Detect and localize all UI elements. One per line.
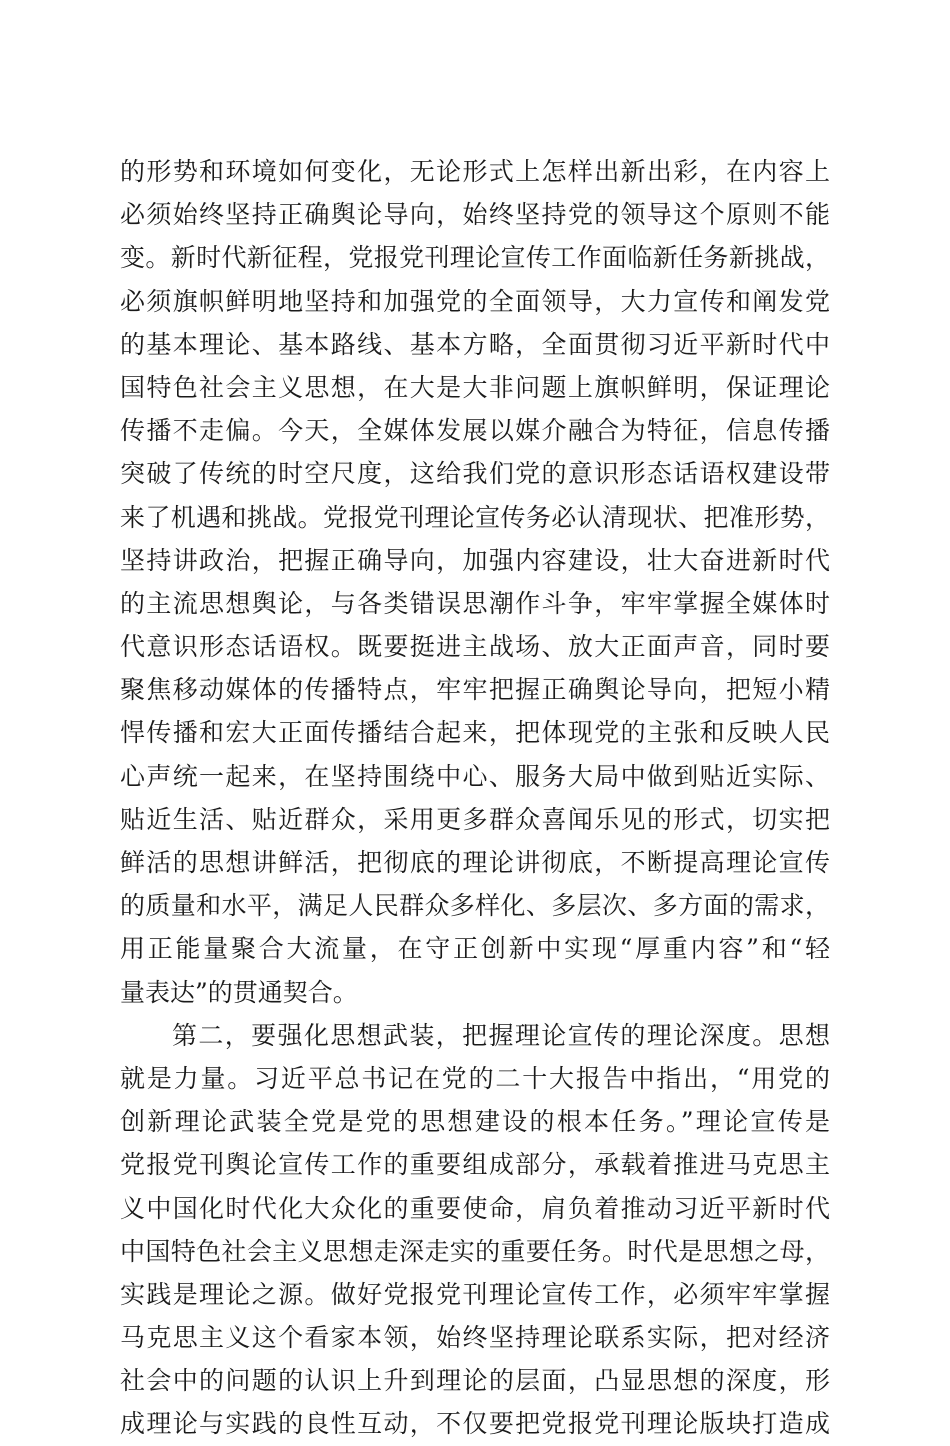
text-line: 鲜活的思想讲鲜活，把彻底的理论讲彻底，不断提高理论宣传: [120, 848, 830, 877]
text-line: 国特色社会主义思想，在大是大非问题上旗帜鲜明，保证理论: [120, 372, 830, 402]
text-line: 中国特色社会主义思想走深走实的重要任务。时代是思想之母，: [120, 1236, 830, 1266]
text-line: 悍传播和宏大正面传播结合起来，把体现党的主张和反映人民: [120, 718, 830, 748]
text-line: 创新理论武装全党是党的思想建设的根本任务。”理论宣传是: [120, 1107, 830, 1137]
text-line: 的主流思想舆论，与各类错误思潮作斗争，牢牢掌握全媒体时: [120, 588, 830, 618]
text-line: 党报党刊舆论宣传工作的重要组成部分，承载着推进马克思主: [120, 1150, 830, 1180]
text-line: 聚焦移动媒体的传播特点，牢牢把握正确舆论导向，把短小精: [120, 675, 830, 705]
text-line: 传播不走偏。今天，全媒体发展以媒介融合为特征，信息传播: [120, 416, 830, 446]
text-line: 马克思主义这个看家本领，始终坚持理论联系实际，把对经济: [120, 1323, 830, 1353]
text-line: 来了机遇和挑战。党报党刊理论宣传务必认清现状、把准形势，: [120, 502, 830, 532]
text-line: 的基本理论、基本路线、基本方略，全面贯彻习近平新时代中: [120, 329, 830, 359]
text-line: 义中国化时代化大众化的重要使命，肩负着推动习近平新时代: [120, 1193, 830, 1223]
text-line: 必须旗帜鲜明地坚持和加强党的全面领导，大力宣传和阐发党: [120, 286, 830, 316]
text-line: 坚持讲政治，把握正确导向，加强内容建设，壮大奋进新时代: [120, 545, 830, 575]
text-line: 成理论与实践的良性互动，不仅要把党报党刊理论版块打造成: [120, 1409, 830, 1439]
paragraph-start-line: 第二，要强化思想武装，把握理论宣传的理论深度。思想: [172, 1020, 830, 1050]
text-line: 的形势和环境如何变化，无论形式上怎样出新出彩，在内容上: [120, 157, 830, 186]
body-text: [120, 150, 830, 1446]
paragraph-end-line: 量表达”的贯通契合。: [120, 977, 358, 1007]
text-line: 用正能量聚合大流量，在守正创新中实现“厚重内容”和“轻: [120, 934, 830, 964]
text-line: 就是力量。习近平总书记在党的二十大报告中指出，“用党的: [120, 1063, 830, 1093]
text-line: 实践是理论之源。做好党报党刊理论宣传工作，必须牢牢掌握: [120, 1279, 830, 1309]
text-line: 变。新时代新征程，党报党刊理论宣传工作面临新任务新挑战，: [120, 243, 830, 273]
text-line: 代意识形态话语权。既要挺进主战场、放大正面声音，同时要: [120, 632, 830, 662]
text-line: 贴近生活、贴近群众，采用更多群众喜闻乐见的形式，切实把: [120, 804, 830, 834]
text-line: 社会中的问题的认识上升到理论的层面，凸显思想的深度，形: [120, 1366, 830, 1396]
text-line: 心声统一起来，在坚持围绕中心、服务大局中做到贴近实际、: [120, 761, 830, 791]
text-line: 突破了传统的时空尺度，这给我们党的意识形态话语权建设带: [120, 459, 830, 489]
text-line: 的质量和水平，满足人民群众多样化、多层次、多方面的需求，: [120, 891, 830, 921]
text-line: 必须始终坚持正确舆论导向，始终坚持党的领导这个原则不能: [120, 200, 830, 230]
